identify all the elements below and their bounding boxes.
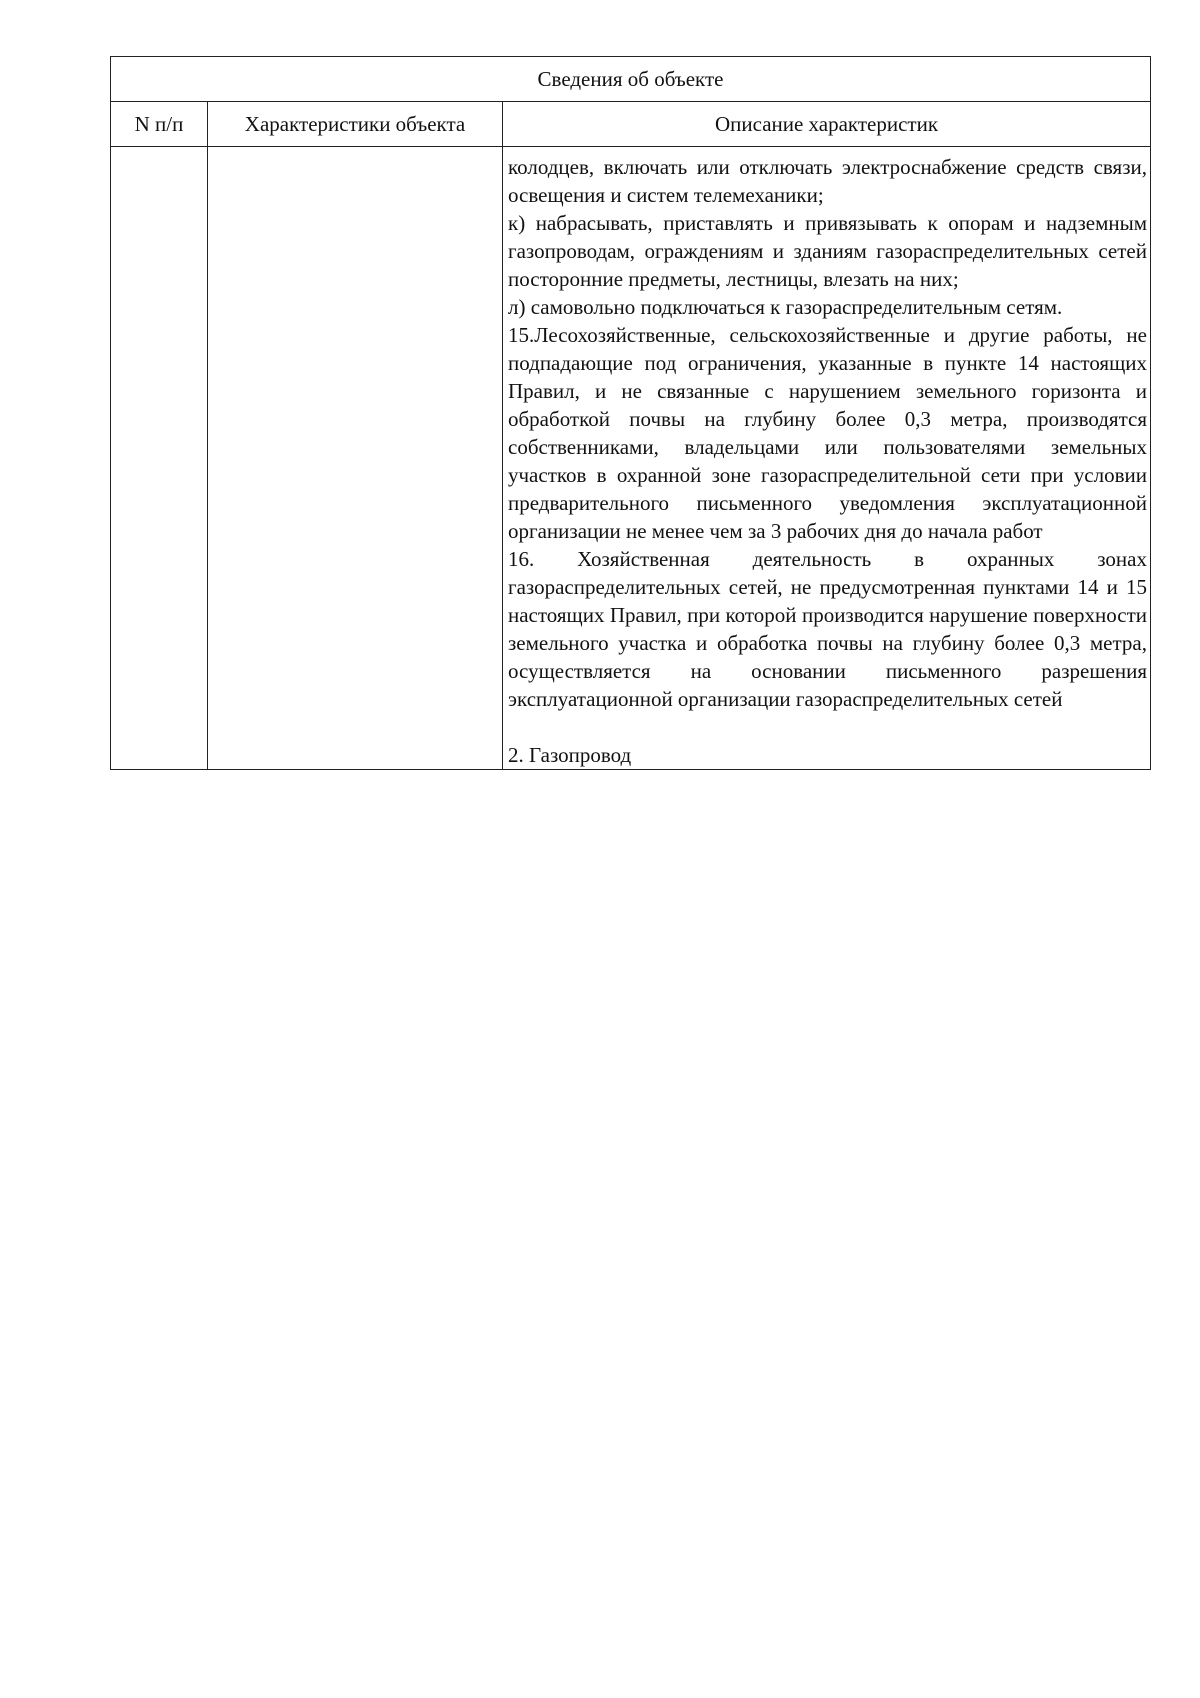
description-paragraph: к) набрасывать, приставлять и привязывать к опорам и надземным газопроводам, ограждениям и зданиям газораспределительных сетей посторонние предметы, лестницы, влезать на них; — [508, 211, 1147, 291]
table-row — [111, 147, 1151, 770]
object-info-table — [110, 56, 1151, 770]
row-num-cell — [111, 147, 208, 770]
row-description-cell — [503, 147, 1151, 770]
description-paragraph: л) самовольно подключаться к газораспределительным сетям. — [508, 295, 1063, 319]
row-characteristic-cell — [208, 147, 503, 770]
table-header-row — [111, 102, 1151, 147]
paragraph-spacer — [508, 713, 1147, 741]
header-characteristics: Характеристики объекта — [208, 102, 503, 147]
table-title: Сведения об объекте — [111, 57, 1151, 102]
description-paragraph: 16. Хозяйственная деятельность в охранных зонах газораспределительных сетей, не предусмотренная пунктами 14 и 15 настоящих Правил, при которой производится нарушение поверхности земельного участка и обработка почвы на глубину более 0,3 метра, осуществляется на основании письменного разрешения эксплуатационной организации газораспределительных сетей — [508, 547, 1147, 711]
description-footer: 2. Газопровод — [508, 743, 632, 767]
description-paragraph: колодцев, включать или отключать электроснабжение средств связи, освещения и систем телемеханики; — [508, 155, 1147, 207]
table-title-row — [111, 57, 1151, 102]
header-description: Описание характеристик — [503, 102, 1151, 147]
description-paragraph: 15.Лесохозяйственные, сельскохозяйственные и другие работы, не подпадающие под ограничения, указанные в пункте 14 настоящих Правил, и не связанные с нарушением земельного горизонта и обработкой почвы на глубину более 0,3 метра, производятся собственниками, владельцами или пользователями земельных участков в охранной зоне газораспределительной сети при условии предварительного письменного уведомления эксплуатационной организации не менее чем за 3 рабочих дня до начала работ — [508, 323, 1147, 543]
header-num: N п/п — [111, 102, 208, 147]
